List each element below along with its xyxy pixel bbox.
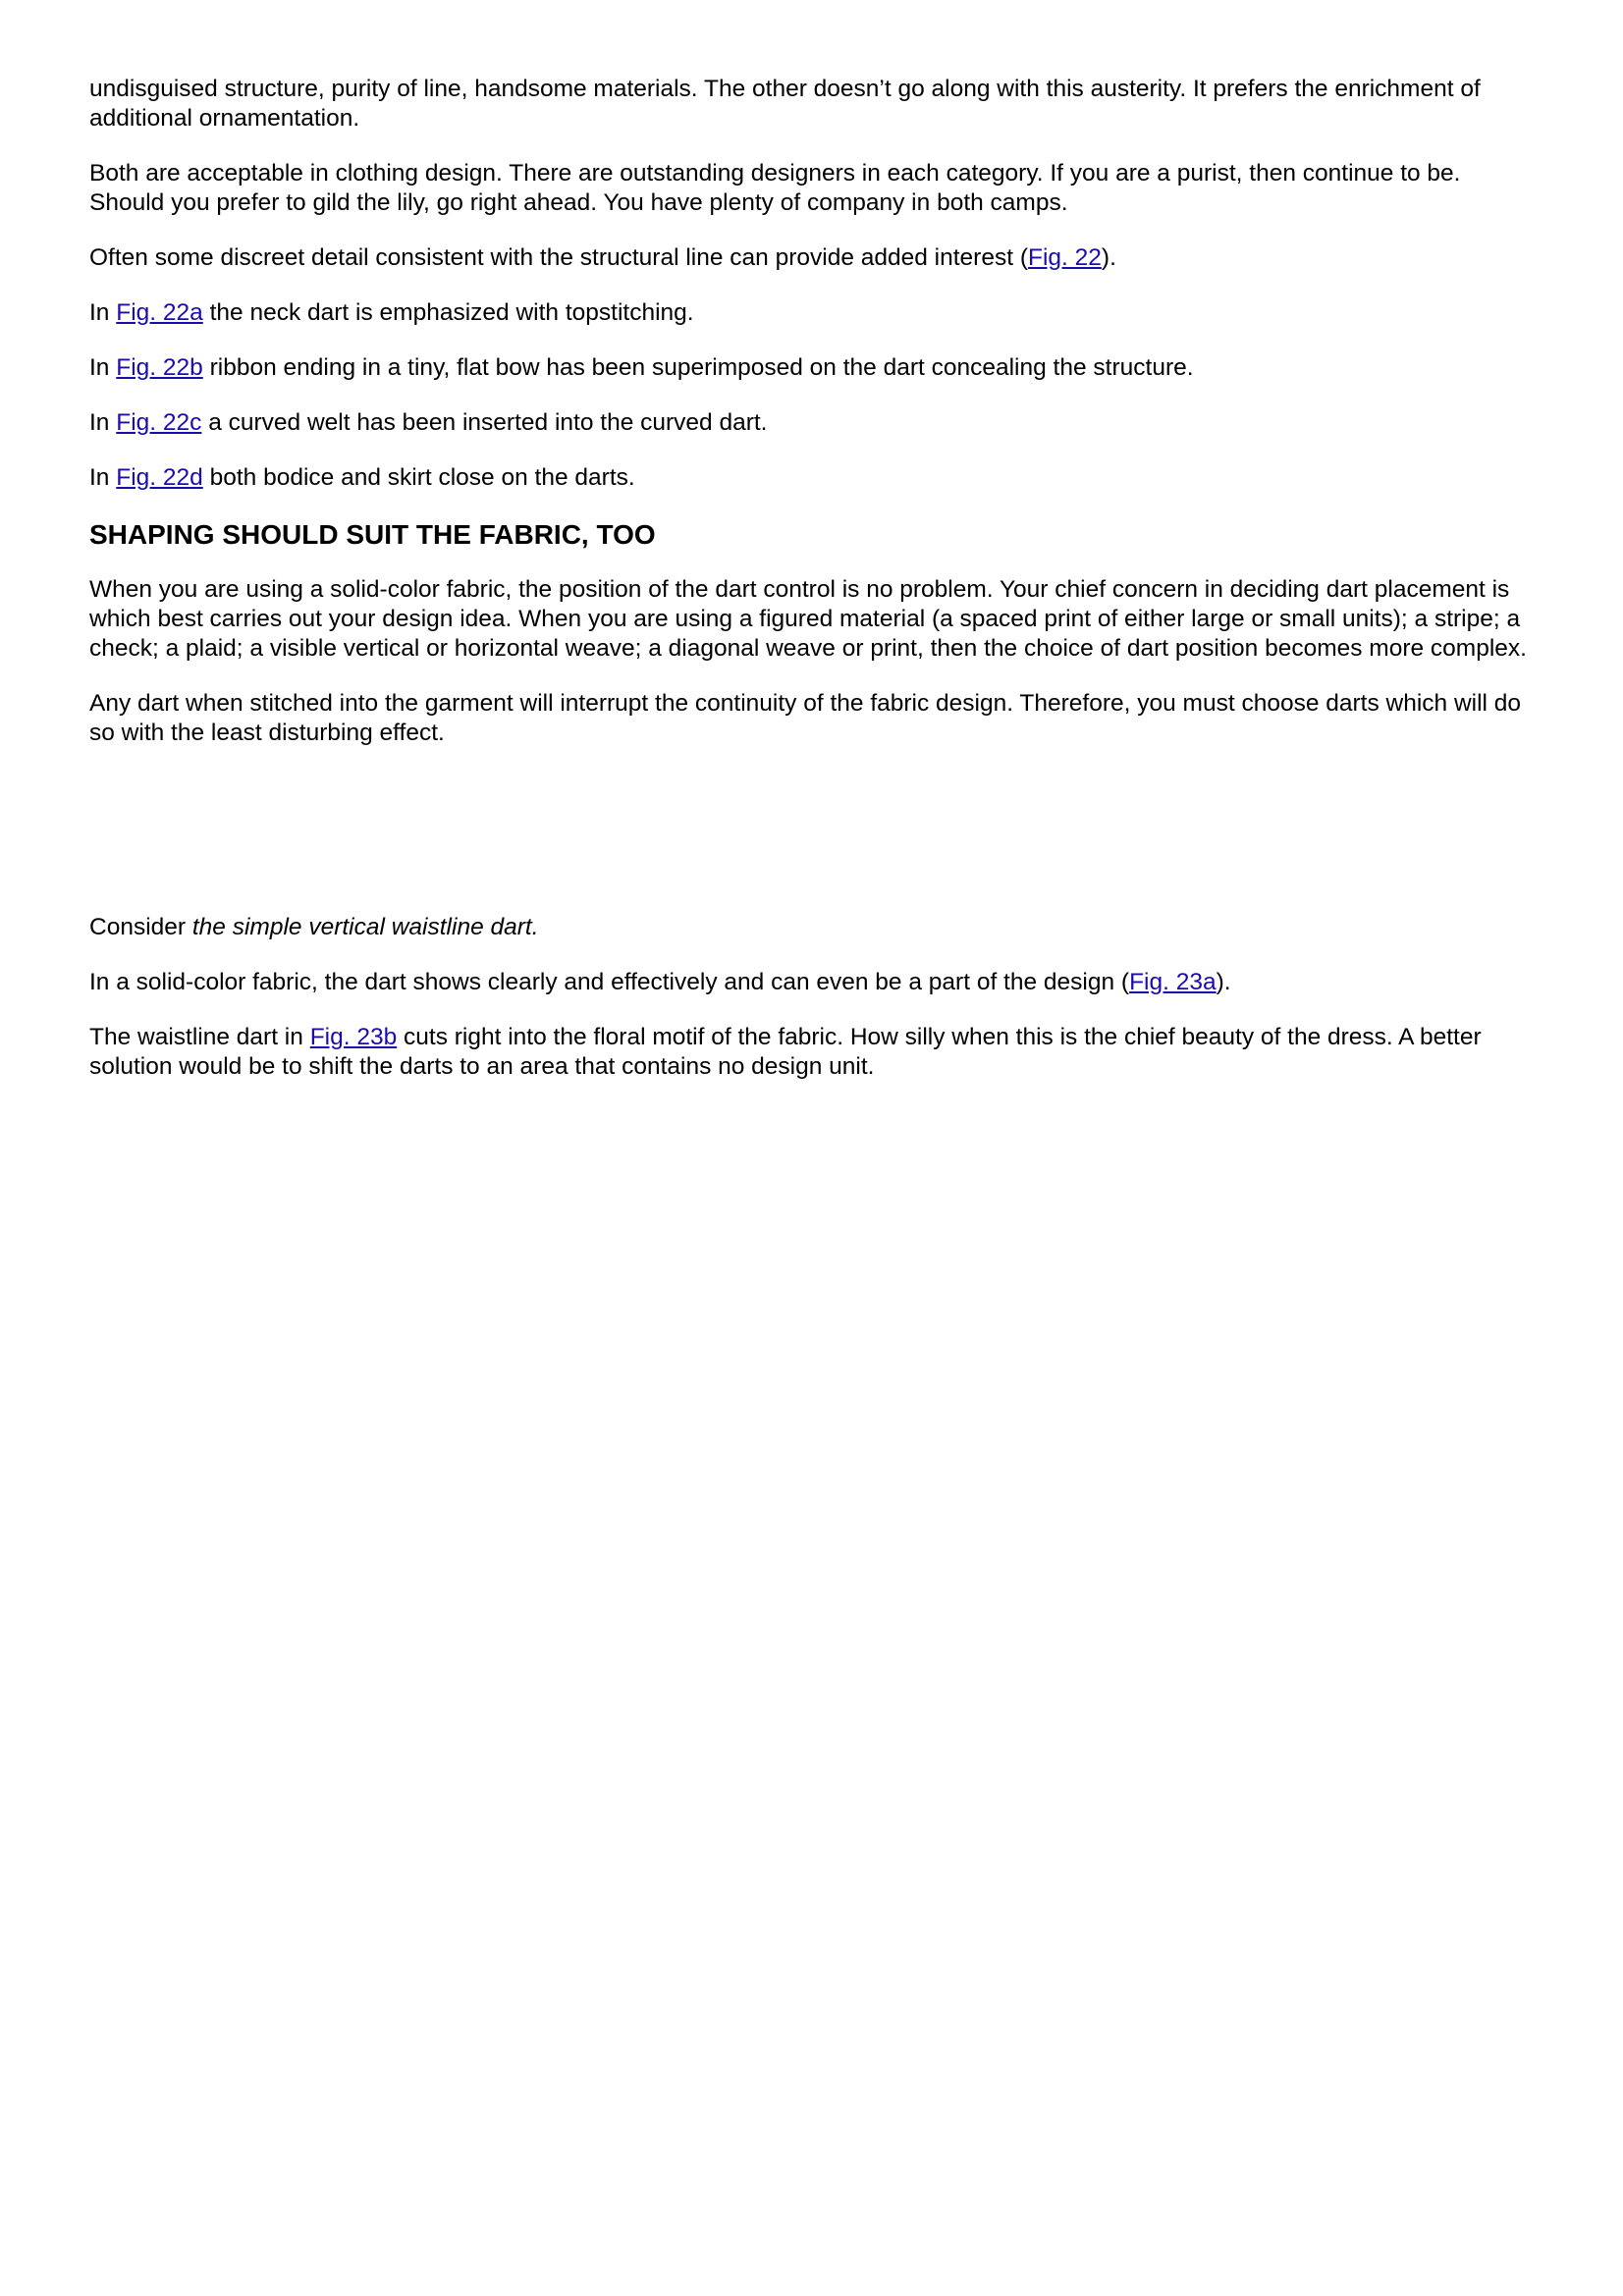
paragraph-4-text-before: In — [89, 299, 117, 326]
fig-22c-link[interactable]: Fig. 22c — [116, 409, 202, 436]
paragraph-4 — [89, 298, 1533, 328]
paragraph-7 — [89, 463, 1533, 493]
fig-23a-link[interactable]: Fig. 23a — [1129, 969, 1217, 995]
paragraph-6 — [89, 408, 1533, 438]
paragraph-4-text-after: the neck dart is emphasized with topstitching. — [202, 299, 694, 326]
paragraph-3-text-after: ). — [1101, 244, 1116, 271]
paragraph-11-text-before: In a solid-color fabric, the dart shows clearly and effectively and can even be a part of the design ( — [89, 969, 1130, 995]
fig-22d-link[interactable]: Fig. 22d — [116, 464, 203, 491]
section-heading: SHAPING SHOULD SUIT THE FABRIC, TOO — [89, 519, 656, 550]
paragraph-7-text-before: In — [89, 464, 117, 491]
fig-23b-link[interactable]: Fig. 23b — [309, 1024, 398, 1050]
paragraph-10-text-before: Consider — [89, 914, 192, 940]
paragraph-5-text-after: ribbon ending in a tiny, flat bow has been superimposed on the dart concealing the structure. — [202, 354, 1194, 381]
paragraph-12-text-before: The waistline dart in — [89, 1024, 310, 1050]
paragraph-12-text-after: cuts right into the floral motif of the fabric. How silly when this is the chief beauty of the dress. A better solution would be to shift the darts to an area that contains no design unit. — [89, 1024, 1482, 1080]
paragraph-10 — [89, 913, 1533, 942]
paragraph-5-text-before: In — [89, 354, 117, 381]
paragraph-8: When you are using a solid-color fabric, the position of the dart control is no problem. Your chief concern in deciding dart placement is which best carries out your design idea. When you are using a figured material (a spaced print of either large or small units); a stripe; a check; a plaid; a visible vertical or horizontal weave; a diagonal weave or print, then the choice of dart position becomes more complex. — [89, 576, 1527, 662]
paragraph-6-text-before: In — [89, 409, 117, 436]
paragraph-11 — [89, 968, 1533, 997]
paragraph-3 — [89, 243, 1533, 273]
paragraph-6-text-after: a curved welt has been inserted into the curved dart. — [201, 409, 768, 436]
fig-22a-link[interactable]: Fig. 22a — [116, 299, 203, 326]
figure-space — [89, 774, 1533, 913]
paragraph-2: Both are acceptable in clothing design. There are outstanding designers in each category. If you are a purist, then continue to be. Should you prefer to gild the lily, go right ahead. You have plenty of company in both camps. — [89, 160, 1461, 216]
document-page — [89, 75, 1533, 1107]
paragraph-11-text-after: ). — [1216, 969, 1231, 995]
paragraph-12 — [89, 1023, 1533, 1082]
fig-22b-link[interactable]: Fig. 22b — [116, 354, 203, 381]
paragraph-3-text-before: Often some discreet detail consistent with the structural line can provide added interest ( — [89, 244, 1028, 271]
paragraph-9: Any dart when stitched into the garment will interrupt the continuity of the fabric design. Therefore, you must choose darts which will do so with the least disturbing effect. — [89, 690, 1522, 746]
paragraph-10-emphasis: the simple vertical waistline dart. — [191, 914, 539, 940]
paragraph-5 — [89, 353, 1533, 383]
paragraph-7-text-after: both bodice and skirt close on the darts. — [202, 464, 635, 491]
paragraph-1: undisguised structure, purity of line, handsome materials. The other doesn’t go along with this austerity. It prefers the enrichment of additional ornamentation. — [89, 76, 1481, 132]
fig-22-link[interactable]: Fig. 22 — [1028, 244, 1102, 271]
